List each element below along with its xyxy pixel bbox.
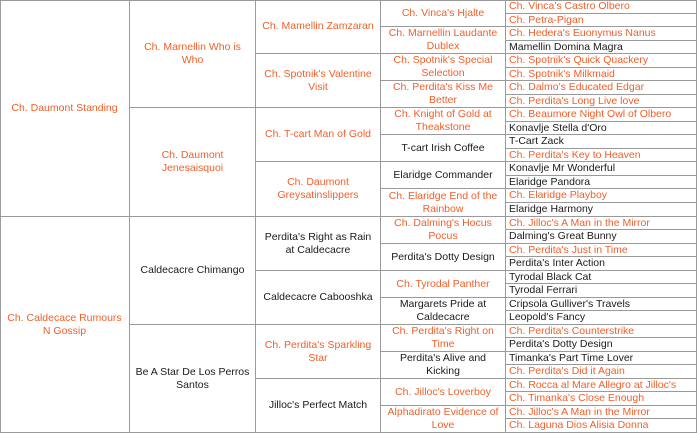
pedigree-cell-gen5: Elaridge Harmony bbox=[506, 203, 697, 217]
pedigree-cell-gen5: Leopold's Fancy bbox=[506, 311, 697, 325]
pedigree-cell-gen5: Ch. Jilloc's A Man in the Mirror bbox=[506, 406, 697, 419]
pedigree-cell-gen1: Ch. Caldecace Rumours N Gossip bbox=[0, 217, 130, 433]
pedigree-cell-gen5: Ch. Perdita's Key to Heaven bbox=[506, 149, 697, 162]
pedigree-cell-gen3: Ch. Mamellin Zamzaran bbox=[256, 0, 381, 54]
pedigree-cell-gen4: Perdita's Dotty Design bbox=[381, 244, 506, 271]
pedigree-cell-gen5: Ch. Perdita's Counterstrike bbox=[506, 325, 697, 338]
pedigree-cell-gen5: Ch. Perdita's Just in Time bbox=[506, 244, 697, 257]
pedigree-cell-gen5: Perdita's Dotty Design bbox=[506, 338, 697, 352]
pedigree-cell-gen3: Caldecacre Cabooshka bbox=[256, 271, 381, 325]
pedigree-cell-gen5: Mamellin Domina Magra bbox=[506, 41, 697, 54]
pedigree-cell-gen5: Konavlje Mr Wonderful bbox=[506, 162, 697, 176]
pedigree-cell-gen4: Ch. Perdita's Right on Time bbox=[381, 325, 506, 352]
pedigree-cell-gen4: Ch. Vinca's Hjalte bbox=[381, 0, 506, 27]
pedigree-cell-gen4: Elaridge Commander bbox=[381, 162, 506, 189]
pedigree-cell-gen5: Ch. Rocca al Mare Allegro at Jilloc's bbox=[506, 379, 697, 392]
pedigree-cell-gen5: Konavlje Stella d'Oro bbox=[506, 122, 697, 135]
pedigree-cell-gen3: Ch. Spotnik's Valentine Visit bbox=[256, 54, 381, 108]
pedigree-cell-gen4: Ch. Marnellin Laudante Dublex bbox=[381, 27, 506, 54]
pedigree-cell-gen3: Ch. Perdita's Sparkling Star bbox=[256, 325, 381, 379]
pedigree-cell-gen4: Ch. Spotnik's Special Selection bbox=[381, 54, 506, 81]
pedigree-cell-gen2: Ch. Marnellin Who is Who bbox=[130, 0, 256, 108]
pedigree-cell-gen5: Ch. Jilloc's A Man in the Mirror bbox=[506, 217, 697, 230]
pedigree-cell-gen2: Be A Star De Los Perros Santos bbox=[130, 325, 256, 433]
pedigree-cell-gen3: Perdita's Right as Rain at Caldecacre bbox=[256, 217, 381, 271]
pedigree-cell-gen4: T-cart Irish Coffee bbox=[381, 135, 506, 162]
pedigree-cell-gen4: Margarets Pride at Caldecacre bbox=[381, 298, 506, 325]
pedigree-cell-gen4: Ch. Dalming's Hocus Pocus bbox=[381, 217, 506, 244]
pedigree-cell-gen4: Ch. Knight of Gold at Theakstone bbox=[381, 108, 506, 135]
pedigree-cell-gen5: Timanka's Part Time Lover bbox=[506, 352, 697, 365]
pedigree-cell-gen1: Ch. Daumont Standing bbox=[0, 0, 130, 217]
pedigree-cell-gen2: Ch. Daumont Jenesaisquoi bbox=[130, 108, 256, 217]
pedigree-cell-gen5: Tyrodal Ferrari bbox=[506, 284, 697, 298]
pedigree-cell-gen4: Alphadirato Evidence of Love bbox=[381, 406, 506, 433]
pedigree-cell-gen5: Ch. Hedera's Euonymus Nanus bbox=[506, 27, 697, 41]
pedigree-cell-gen5: Elaridge Pandora bbox=[506, 176, 697, 189]
pedigree-cell-gen5: Ch. Elaridge Playboy bbox=[506, 189, 697, 203]
pedigree-cell-gen5: Ch. Perdita's Did it Again bbox=[506, 365, 697, 379]
pedigree-cell-gen5: Cripsola Gulliver's Travels bbox=[506, 298, 697, 311]
pedigree-cell-gen5: Ch. Laguna Dios Alisia Donna bbox=[506, 419, 697, 433]
pedigree-cell-gen4: Perdita's Alive and Kicking bbox=[381, 352, 506, 379]
pedigree-cell-gen5: Tyrodal Black Cat bbox=[506, 271, 697, 284]
pedigree-cell-gen5: Ch. Perdita's Long Live love bbox=[506, 95, 697, 108]
pedigree-cell-gen5: Perdita's Inter Action bbox=[506, 257, 697, 271]
pedigree-cell-gen5: Ch. Beaumore Night Owl of Olbero bbox=[506, 108, 697, 122]
pedigree-cell-gen2: Caldecacre Chimango bbox=[130, 217, 256, 325]
pedigree-cell-gen5: Ch. Dalmo's Educated Edgar bbox=[506, 81, 697, 95]
pedigree-cell-gen3: Ch. T-cart Man of Gold bbox=[256, 108, 381, 162]
pedigree-cell-gen5: Ch. Timanka's Close Enough bbox=[506, 392, 697, 406]
pedigree-cell-gen5: Ch. Spotnik's Milkmaid bbox=[506, 68, 697, 81]
pedigree-cell-gen5: Dalming's Great Bunny bbox=[506, 230, 697, 244]
pedigree-cell-gen3: Jilloc's Perfect Match bbox=[256, 379, 381, 433]
pedigree-cell-gen4: Ch. Jilloc's Loverboy bbox=[381, 379, 506, 406]
pedigree-cell-gen4: Ch. Tyrodal Panther bbox=[381, 271, 506, 298]
pedigree-cell-gen4: Ch. Elaridge End of the Rainbow bbox=[381, 189, 506, 217]
pedigree-cell-gen4: Ch. Perdita's Kiss Me Better bbox=[381, 81, 506, 108]
pedigree-cell-gen3: Ch. Daumont Greysatinslippers bbox=[256, 162, 381, 217]
pedigree-cell-gen5: Ch. Spotnik's Quick Quackery bbox=[506, 54, 697, 68]
pedigree-cell-gen5: T-Cart Zack bbox=[506, 135, 697, 149]
pedigree-cell-gen5: Ch. Vinca's Castro Olbero bbox=[506, 0, 697, 14]
pedigree-cell-gen5: Ch. Petra-Pigan bbox=[506, 14, 697, 27]
